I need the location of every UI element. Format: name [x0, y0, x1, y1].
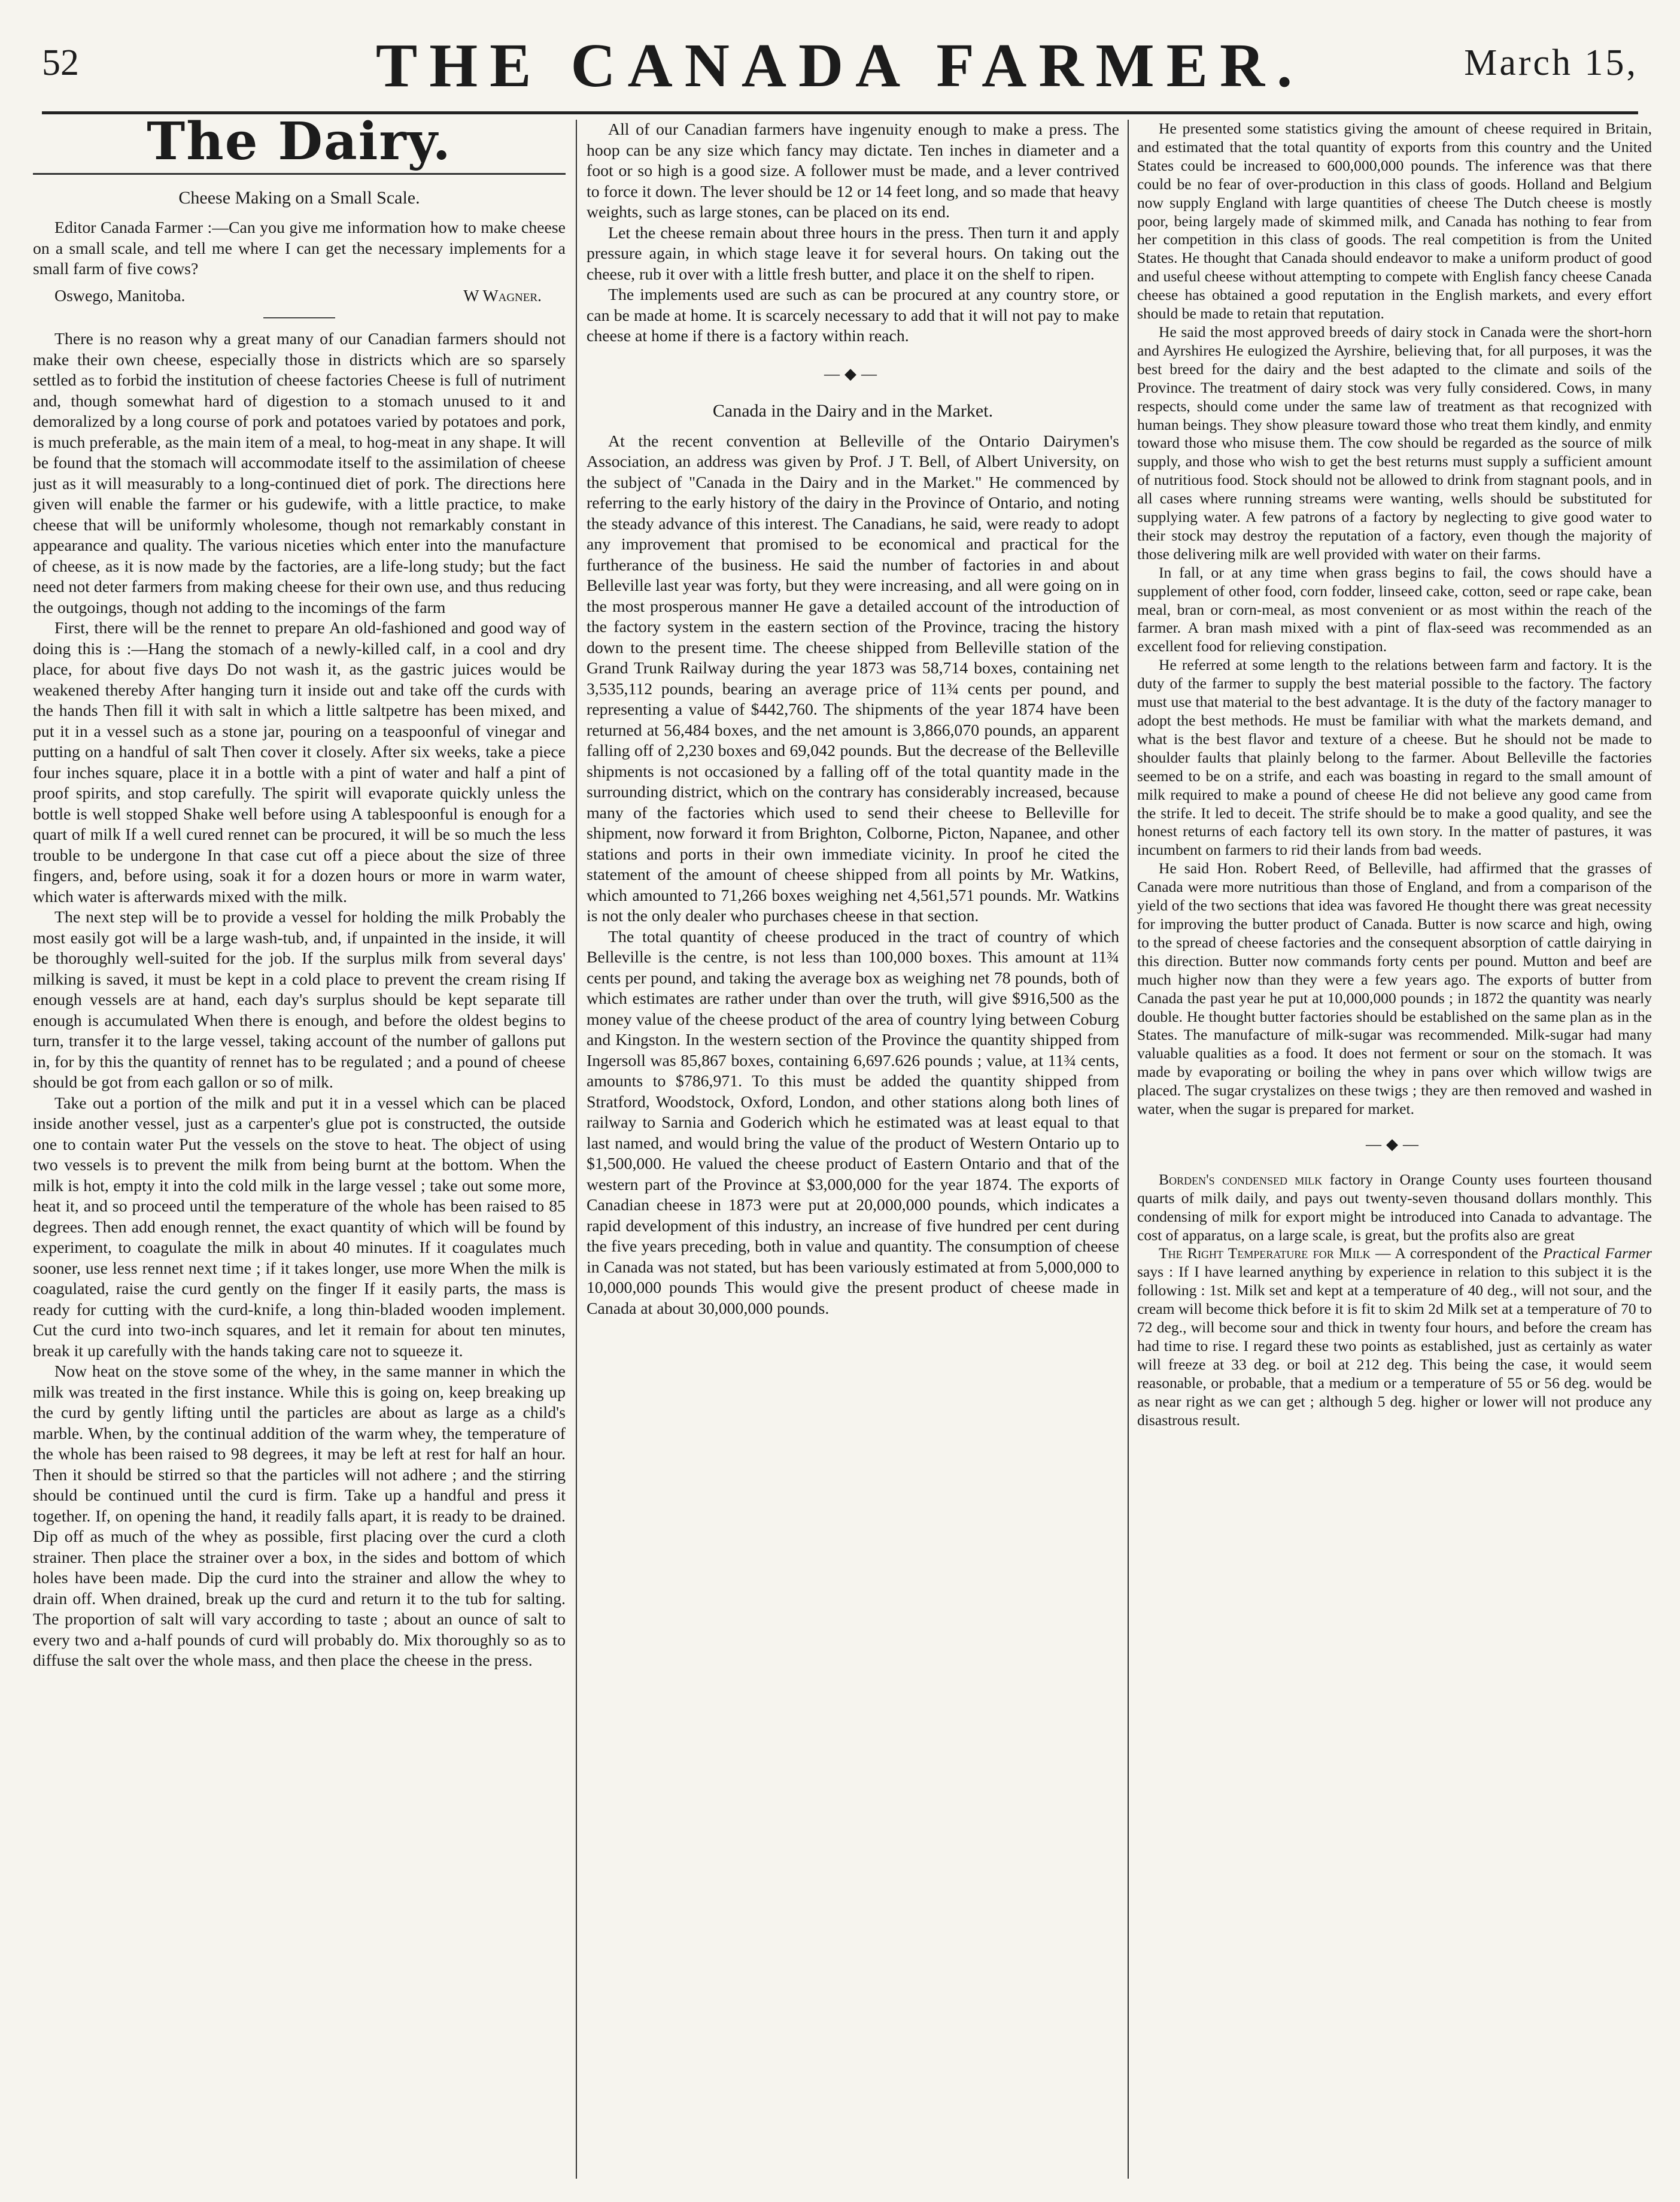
column-divider	[576, 120, 577, 2179]
item-text: says : If I have learned anything by experience in relation to this subject it is the following : 1st. Milk set and kept at a temperature of 40 deg., will not sour, and the cream will become thick before it is fit to skim 2d Milk set at a temperature of 70 to 72 deg., will become sour and thick in twenty four hours, and before the cream has had time to rise. I regard these two points as established, just as certainly as water will freeze at 33 deg. or boil at 212 deg. This being the case, it would seem reasonable, or probable, that a medium or a temperature of 55 or 56 deg. would be as near right as we can get ; although 5 deg. higher or lower will not produce any disastrous result.	[1137, 1263, 1652, 1429]
department-heading: The Dairy.	[147, 120, 452, 172]
issue-date: March 15,	[1464, 42, 1638, 83]
ornament-separator: —◆—	[824, 365, 882, 382]
letter-place: Oswego, Manitoba.	[54, 286, 186, 305]
article-title-cheese: Cheese Making on a Small Scale.	[178, 187, 420, 208]
ornament-separator: —◆—	[1366, 1135, 1423, 1153]
paragraph: He said the most approved breeds of dairy stock in Canada were the short-horn and Ayrshires He eulogized the Ayrshire, believing that, for all purposes, it was the best breed for the dairy and the best adapted to the climate and soils of the Province. The treatment of dairy stock was very fully considered. Cows, in many respects, should come under the same law of treatment as that recognized with human beings. They show pleasure toward those who treat them kindly, and enmity toward those who misuse them. The cow should be regarded as the source of milk supply, and those who wish to get the best returns must supply a sufficient amount of nutritious food. Stock should not be allowed to drink from stagnant pools, and in all cases where running streams were wanting, wells should be substituted for supplying water. A few patrons of a factory by neglecting to give good water to their stock may destroy the reputation of a factory, even though the majority of those delivering milk are well provided with water on their farms.	[1137, 323, 1652, 563]
paragraph: The total quantity of cheese produced in the tract of country of which Belleville is the centre, is not less than 100,000 boxes. This amount at 11¾ cents per pound, and taking the average box as weighing net 78 pounds, both of which estimates are rather under than over the truth, will give $916,500 as the money value of the cheese product of the area of country lying between Coburg and Kingston. In the western section of the Province the quantity shipped from Ingersoll was 85,867 boxes, containing 6,697.626 pounds ; value, at 11¾ cents, amounts to $786,971. To this must be added the quantity shipped from Stratford, Woodstock, Oxford, London, and other stations along both lines of railway to Sarnia and Goderich which he estimated was at least equal to that last named, and would bring the value of the product of Western Ontario up to $1,500,000. He valued the cheese product of Eastern Ontario and that of the western part of the Province at $3,000,000 for the year 1874. The exports of Canadian cheese in 1873 were put at 20,000,000 pounds, which indicates a rapid development of this industry, an increase of five hundred per cent during the five years preceding, both in value and quantity. The consumption of cheese in Canada was not stated, but has been variously estimated at from 5,000,000 to 10,000,000 pounds This would give the present product of cheese made in Canada at about 30,000,000 pounds.	[587, 927, 1119, 1318]
item-text: factory in Orange County uses fourteen thousand quarts of milk daily, and pays out twenty-seven thousand dollars monthly. This condensing of milk for export might be introduced into Canada to advantage. The cost of apparatus, on a large scale, is great, but the profits also are great	[1137, 1170, 1652, 1244]
letter-signature	[33, 286, 566, 307]
reader-letter: Editor Canada Farmer :—Can you give me information how to make cheese on a small scale, and tell me where I can get the necessary implements for a small farm of five cows?	[33, 218, 566, 278]
paragraph: He referred at some length to the relations between farm and factory. It is the duty of the farmer to supply the best material possible to the factory. The factory must use that material to the best advantage. It is the duty of the factory manager to adopt the best methods. He must be familiar with what the markets demand, and what is the best flavor and texture of a cheese. But he should not be made to shoulder faults that plainly belong to the farmer. About Belleville the factories seemed to be on a strife, and each was boasting in regard to the small amount of milk required to make a pound of cheese He did not believe any good came from the strife. It led to deceit. The strife should be to make a good quality, and see the honest returns of each factory tell its own story. In the matter of pastures, it was incumbent on farmers to rid their lands from bad weeds.	[1137, 656, 1652, 859]
paragraph: All of our Canadian farmers have ingenuity enough to make a press. The hoop can be any size which fancy may dictate. Ten inches in diameter and a foot or so high is a good size. A follower must be made, and a lever contrived to force it down. The lever should be 12 or 14 feet long, and so made that heavy weights, such as large stones, can be placed on its end.	[587, 120, 1119, 221]
column-2	[587, 120, 1119, 2179]
page-number: 52	[42, 42, 79, 83]
paragraph: First, there will be the rennet to prepare An old-fashioned and good way of doing this is :—Hang the stomach of a newly-killed calf, in a cool and dry place, for about five days Do not wash it, as the gastric juices would be weakened thereby After hanging turn it inside out and take off the curds with the hands Then fill it with salt in which a little saltpetre has been mixed, and put it in a vessel such as a stone jar, pouring on a teaspoonful of vinegar and putting on a handful of salt Then cover it closely. After six weeks, take a piece four inches square, place it in a bottle with a pint of water and half a pint of proof spirits, and stop carefully. The spirit will evaporate quickly unless the bottle is well stopped Shake well before using A tablespoonful is enough for a quart of milk If a well cured rennet can be procured, it will be so much the less trouble to be undergone In that case cut off a piece about the size of three fingers, and, before using, soak it for a dozen hours or more in warm water, which water is afterwards mixed with the milk.	[33, 619, 566, 906]
section-rule	[33, 173, 566, 175]
column-3	[1137, 120, 1652, 2179]
paragraph: There is no reason why a great many of our Canadian farmers should not make their own cheese, especially those in districts which are so sparsely settled as to forbid the institution of cheese factories Cheese is full of nutriment and, though somewhat hard of digestion to a stomach unused to it and demoralized by a long course of pork and potatoes varied by potatoes and pork, is much preferable, as the main item of a meal, to hog-meat in any shape. It will be found that the stomach will accommodate itself to the assimilation of cheese just as it will measurably to a long-continued diet of pork. The directions here given will enable the farmer or his gudewife, with a little practice, to make cheese that will be uniformly wholesome, though not remarkably constant in appearance and quality. The various niceties which enter into the manufacture of cheese, as it is now made by the factories, are a life-long study; but the fact need not deter farmers from making cheese for their own use, and thus reducing the outgoings, though not adding to the incomings of the farm	[33, 330, 566, 617]
item-lead: The Right Temperature for Milk	[1159, 1244, 1371, 1262]
column-1	[33, 120, 566, 2179]
news-item-temperature	[1137, 1244, 1652, 1429]
paragraph: Let the cheese remain about three hours in the press. Then turn it and apply pressure again, in which stage leave it for several hours. On taking out the cheese, rub it over with a little fresh butter, and place it on the shelf to ripen.	[587, 223, 1119, 284]
paragraph: Now heat on the stove some of the whey, in the same manner in which the milk was treated in the first instance. While this is going on, keep breaking up the curd by gently lifting until the particles are about as large as a child's marble. When, by the continual addition of the warm whey, the temperature of the whole has been raised to 98 degrees, it may be left at rest for half an hour. Then it should be stirred so that the particles will not adhere ; and the stirring should be continued until the curd is firm. Take up a handful and press it together. If, on opening the hand, it readily falls apart, it is ready to be drained. Dip off as much of the whey as possible, first placing over the curd a cloth strainer. Then place the strainer over a box, in the sides and bottom of which holes have been made. Dip the curd into the strainer and allow the whey to drain off. When drained, break up the curd and return it to the tub for salting. The proportion of salt will vary according to taste ; about an ounce of salt to every two and a-half pounds of curd will probably do. Mix thoroughly so as to diffuse the salt over the whole mass, and then place the cheese in the press.	[33, 1362, 566, 1670]
journal-title: THE CANADA FARMER.	[375, 31, 1305, 100]
column-divider	[1128, 120, 1129, 2179]
paragraph: Take out a portion of the milk and put it in a vessel which can be placed inside another vessel, just as a carpenter's glue pot is constructed, the outside one to contain water Put the vessels on the stove to heat. The object of using two vessels is to prevent the milk from being burnt at the bottom. When the milk is hot, empty it into the cold milk in the large vessel ; take out some more, heat it, and so proceed until the temperature of the whole has been raised to 85 degrees. Then add enough rennet, the exact quantity of which will be found by experiment, to coagulate the milk in about 40 minutes. If it coagulates much sooner, use less rennet next time ; if it takes longer, use more When the milk is coagulated, raise the curd gently on the finger If it easily parts, the mass is ready for cutting with the curd-knife, a long thin-bladed wooden implement. Cut the curd into two-inch squares, and let it remain for about ten minutes, break it up carefully with the hands taking care not to squeeze it.	[33, 1094, 566, 1360]
masthead	[42, 24, 1638, 108]
paragraph: In fall, or at any time when grass begins to fail, the cows should have a supplement of other food, corn fodder, linseed cake, cotton, seed or rape cake, bean meal, bran or corn-meal, as most convenient or as most within the reach of the farmer. A bran mash mixed with a pint of flax-seed was recommended as an excellent food for relieving constipation.	[1137, 563, 1652, 655]
item-intro: — A correspondent of the	[1370, 1244, 1544, 1262]
letter-author: W Wagner.	[463, 286, 542, 305]
masthead-rule	[42, 111, 1638, 114]
paragraph: He presented some statistics giving the amount of cheese required in Britain, and estimated that the total quantity of exports from this country and the United States could be increased to 600,000,000 pounds. The inference was that there could be no fear of over-production in this class of goods. Holland and Belgium now supply England with large quantities of cheese The Dutch cheese is mostly poor, being largely made of skimmed milk, and Canada has nothing to fear from her competition in this class of goods. The real competition is from the United States. He thought that Canada should endeavor to make a uniform product of good and useful cheese without attempting to compete with English fancy cheese Canada cheese has obtained a good reputation in the English markets, and every effort should be made to retain that reputation.	[1137, 120, 1652, 323]
paragraph: He said Hon. Robert Reed, of Belleville, had affirmed that the grasses of Canada were more nutritious than those of England, and from a comparison of the yield of the two sections that idea was favored He thought there was great necessity for improving the butter product of Canada. Butter is now scarce and high, owing to the spread of cheese factories and the consequent absorption of cattle dairying in this direction. Butter now commands forty cents per pound. Mutton and beef are much higher now than they were a few years ago. The exports of butter from Canada the past year he put at 10,000,000 pounds ; in 1872 the quantity was nearly double. He thought butter factories should be established on the same plan as in the States. The manufacture of milk-sugar was recommended. Milk-sugar had many valuable qualities as a food. It does not ferment or sour on the stomach. It was made by evaporating or boiling the whey in pans over which willow twigs are placed. The sugar crystalizes on these twigs ; they are then removed and washed in water, when the sugar is prepared for market.	[1137, 859, 1652, 1118]
news-item-borden	[1137, 1171, 1652, 1245]
paragraph: The implements used are such as can be procured at any country store, or can be made at home. It is scarcely necessary to add that it will not pay to make cheese at home if there is a factory within reach.	[587, 285, 1119, 345]
short-rule	[263, 317, 335, 318]
paragraph: At the recent convention at Belleville of the Ontario Dairymen's Association, an address was given by Prof. J T. Bell, of Albert University, on the subject of "Canada in the Dairy and in the Market." He commenced by referring to the early history of the dairy in the Province of Ontario, and noting the steady advance of this interest. The Canadians, he said, were ready to adopt any improvement that promised to be economical and practical for the furtherance of the business. He said the number of factories in and about Belleville last year was forty, but they were increasing, and all were going on in the most prosperous manner He gave a detailed account of the introduction of the factory system in the eastern section of the Province, tracing the history down to the present time. The cheese shipped from Belleville station of the Grand Trunk Railway during the year 1873 was 58,714 boxes, containing net 3,535,112 pounds, bearing an average price of 11¾ cents per pound, and representing a value of $442,760. The shipments of the year 1874 have been returned at 56,484 boxes, and the net amount is 3,866,070 pounds, an apparent falling off of 2,230 boxes and 69,042 pounds. But the decrease of the Belleville shipments is not occasioned by a falling off of the total quantity made in the surrounding district, which on the contrary has considerably increased, because many of the factories which used to send their cheese to Belleville for shipment, now forward it from Brighton, Colborne, Picton, Napanee, and other stations and ports in their own immediate vicinity. In proof he cited the statement of the amount of cheese shipped from all points by Mr. Watkins, which amounted to 71,266 boxes weighing net 4,561,571 pounds. Mr. Watkins is not the only dealer who purchases cheese in that section.	[587, 432, 1119, 925]
paragraph: The next step will be to provide a vessel for holding the milk Probably the most easily got will be a large wash-tub, and, if unpainted in the inside, it will be thoroughly well-suited for the job. If the surplus milk from several days' milking is saved, it must be kept in a cold place to prevent the cream rising If enough vessels are at hand, each day's surplus should be kept separate till enough is accumulated When there is enough, and before the oldest begins to turn, transfer it to the large vessel, taking account of the number of gallons put in, for by this the quantity of rennet has to be regulated ; and a pound of cheese should be got from each gallon or so of milk.	[33, 908, 566, 1092]
item-lead: Borden's condensed milk	[1159, 1170, 1323, 1188]
source-title: Practical Farmer	[1543, 1244, 1652, 1262]
article-title-market: Canada in the Dairy and in the Market.	[712, 401, 994, 421]
